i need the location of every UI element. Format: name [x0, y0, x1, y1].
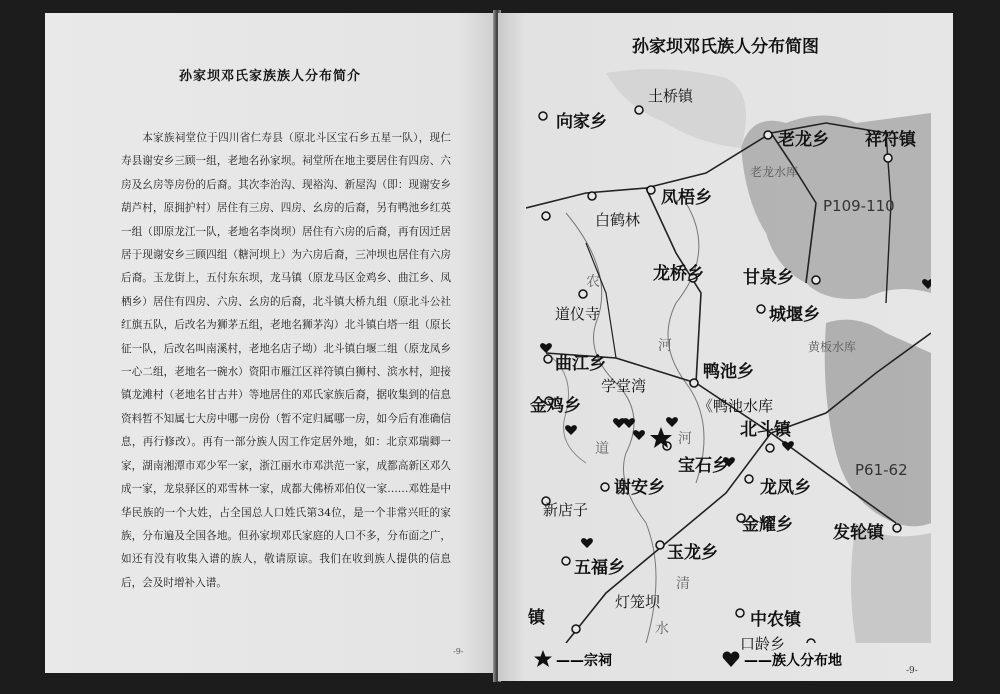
place-label-xiean: 谢安乡	[614, 478, 665, 498]
town-marker	[757, 305, 765, 313]
place-label-dengluo: 灯笼坝	[615, 593, 661, 611]
map-title: 孙家坝邓氏族人分布简图	[632, 37, 819, 57]
town-marker	[764, 131, 772, 139]
river-char: 道	[595, 441, 609, 457]
place-label-longfeng: 龙凤乡	[760, 478, 811, 498]
place-label-laolong-reservoir: 老龙水库	[750, 165, 799, 179]
river-line	[566, 213, 656, 643]
paragraph: 本家族祠堂位于四川省仁寿县（原北斗区宝石乡五星一队），现仁寿县谢安乡三顾一组，老地名孙家坝。祠堂所在地主要居住有四房、六房及幺房等房份的后裔。其次李治沟、现裕沟、新屋沟（即：现谢安乡葫芦村，原拥护村）居住有三房、四房、幺房的后裔，另有鸭池乡红英一组（即原龙江一队，老地名李岗坝）居住有六房的后裔，再有因迁居居于现谢安乡三顾四组（糖河坝上）为六房后裔，三冲坝也居住有六房后裔。玉龙街上，五付东东坝，龙马镇（原龙马区金鸡乡、曲江乡、凤栖乡）居住有四房、六房、幺房的后裔，北斗镇大桥九组（原北斗公社红旗五队，后改名为狮茅五组，老地名狮茅沟）北斗镇白塔一组（原长征一队，后改名叫南溪村，老地名店子坳）北斗镇白堰二组（原龙凤乡一心二组，老地名一碗水）资阳市雁江区祥符镇白狮村、滨水村，迎接镇龙滩村（老地名甘古井）等地居住的邓氏家族后裔，据收集到的信息资料暂不知属七大房中哪一房份（暂不定归属哪一房，如今后有准确信息，再行修改）。再有一部分族人因工作定居外地，如：北京邓瑞卿一家，湖南湘潭市邓少军一家，浙江丽水市邓洪范一家，成都高新区邓久成一家，龙泉驿区的邓雪林一家，成都大佛桥邓伯仪一家……邓姓是中华民族的一个大姓，占全国总人口姓氏第34位，是一个非常兴旺的家族，分布遍及全国各地。但孙家坝邓氏家庭的人口不多，分布面之广，如还有没有收集入谱的族人，敬请原谅。我们在收到族人提供的信息后，会及时增补入谱。	[121, 132, 451, 589]
right-page-number: -9-	[906, 666, 918, 676]
place-label-zhen: 镇	[528, 608, 545, 628]
place-label-yulong: 玉龙乡	[667, 543, 718, 563]
place-label-baihe: 白鹤林	[595, 211, 641, 229]
river-char: 农	[586, 274, 600, 290]
place-label-yachi-reservoir: 《鸭池水库	[698, 397, 774, 415]
town-marker	[807, 639, 815, 643]
place-label-wufu: 五福乡	[574, 558, 625, 578]
place-label-baoshi: 宝石乡	[678, 456, 729, 476]
place-label-zhongnong: 中农镇	[750, 610, 801, 630]
route-label-p109: P109-110	[823, 197, 895, 215]
place-label-ganquan: 甘泉乡	[743, 268, 794, 288]
heart-icon	[581, 538, 593, 548]
legend-star-label: ——宗祠	[556, 653, 612, 669]
place-label-kougu: 口龄乡	[740, 635, 786, 653]
left-page	[45, 13, 495, 673]
place-label-fengqi: 凤梧乡	[661, 188, 712, 208]
town-marker	[544, 355, 552, 363]
town-marker	[745, 475, 753, 483]
document-body	[121, 127, 451, 595]
route-label-p61: P61-62	[855, 461, 908, 479]
place-label-qujiang: 曲江乡	[555, 354, 606, 374]
place-label-huangban: 黄板水库	[808, 340, 857, 354]
town-marker	[656, 541, 664, 549]
place-label-beidou: 北斗镇	[740, 420, 791, 440]
heart-icon	[540, 343, 552, 353]
place-label-xuetang: 学堂湾	[601, 377, 647, 395]
place-label-xiangjia: 向家乡	[556, 112, 607, 132]
town-marker	[542, 212, 550, 220]
town-marker	[647, 186, 655, 194]
place-label-jinyao: 金耀乡	[742, 515, 793, 535]
place-label-daoyi: 道仪寺	[555, 305, 601, 323]
right-page	[498, 13, 953, 681]
legend-heart-label: ——族人分布地	[744, 653, 842, 669]
place-label-tuqiao: 土桥镇	[648, 87, 694, 105]
left-page-number: -9-	[453, 647, 464, 656]
place-label-falun: 发轮镇	[833, 523, 884, 543]
place-label-yachi: 鸭池乡	[703, 362, 754, 382]
town-marker	[736, 609, 744, 617]
heart-icon	[613, 418, 625, 428]
town-marker	[812, 276, 820, 284]
town-marker	[601, 483, 609, 491]
town-marker	[884, 154, 892, 162]
heart-icon	[633, 430, 645, 440]
place-label-chengyan: 城堰乡	[769, 305, 820, 325]
heart-icon	[565, 425, 577, 435]
place-label-laolong: 老龙乡	[778, 130, 829, 150]
town-marker	[579, 290, 587, 298]
town-marker	[562, 557, 570, 565]
place-label-longqiao: 龙桥乡	[653, 264, 704, 284]
river-char: 水	[655, 621, 669, 637]
town-marker	[539, 112, 547, 120]
heart-icon	[666, 417, 678, 427]
town-marker	[766, 444, 774, 452]
river-char: 清	[676, 576, 690, 592]
town-marker	[572, 625, 580, 633]
page-title: 孙家坝邓氏家族族人分布简介	[178, 69, 361, 84]
town-marker	[635, 106, 643, 114]
river-char: 河	[658, 338, 672, 354]
heart-icon	[782, 441, 794, 451]
place-label-xindianzi: 新店子	[543, 501, 589, 519]
map-legend	[528, 646, 938, 676]
place-label-jinji: 金鸡乡	[530, 396, 581, 416]
star-icon	[533, 649, 553, 669]
town-marker	[588, 192, 596, 200]
place-label-xiangfu: 祥符镇	[865, 130, 916, 150]
river-char: 河	[678, 431, 692, 447]
shaded-region-north	[606, 69, 746, 148]
heart-icon	[721, 650, 741, 668]
town-marker	[893, 524, 901, 532]
heart-icon	[623, 418, 635, 428]
town-marker	[690, 379, 698, 387]
